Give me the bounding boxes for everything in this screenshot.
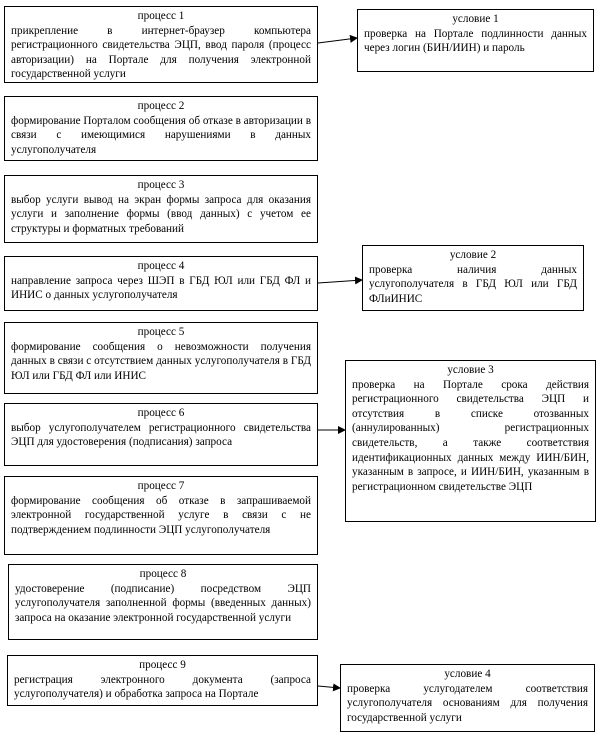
process-5-title: процесс 5: [137, 326, 185, 338]
condition-3-title: условие 3: [447, 364, 494, 376]
process-3-text: выбор услуги вывод на экран формы запроса для оказания услуги и заполнение формы (ввод данных) с учетом ее структуры и форматных требований: [11, 193, 311, 235]
arrow-process4-to-condition2: [318, 280, 362, 283]
process-8-title: процесс 8: [139, 568, 187, 580]
process-7-title: процесс 7: [137, 480, 185, 492]
process-8-text: удостоверение (подписание) посредством ЭЦП услугополучателя заполненной формы (введенных данных) запроса на оказание электронной государственной услуги: [15, 582, 311, 624]
process-2-text: формирование Порталом сообщения об отказе в авторизации в связи с имеющимися нарушениями в данных услугополучателя: [11, 114, 311, 156]
process-2-title: процесс 2: [137, 100, 185, 112]
process-7-text: формирование сообщения об отказе в запрашиваемой электронной государственной услуге в связи с не подтверждением подлинности ЭЦП услугополучателя: [11, 494, 311, 536]
process-9-title: процесс 9: [139, 659, 186, 671]
process-9-text: регистрация электронного документа (запроса услугополучателя) и обработка запроса на Портале: [14, 673, 311, 701]
process-1-text: прикрепление в интернет-браузер компьютера регистрационного свидетельства ЭЦП, ввод пароля (процесс авторизации) на Портале для получения электронной государственной услуги: [11, 24, 311, 81]
process-5-text: формирование сообщения о невозможности получения данных в связи с отсутствием данных услугополучателя в ГБД ЮЛ или ГБД ФЛ или ИНИС: [11, 340, 311, 382]
condition-3-text: проверка на Портале срока действия регистрационного свидетельства ЭЦП и отсутствия в списке отозванных (аннулированных) регистрационных свидетельств, а также соответствия идентификационных данных между ИИН/БИН, указанным в запросе, и ИИН/БИН, указанным в регистрационном свидетельстве ЭЦП: [352, 378, 589, 493]
process-4-title: процесс 4: [137, 260, 185, 272]
process-4-text: направление запроса через ШЭП в ГБД ЮЛ или ГБД ФЛ и ИНИС о данных услугополучателя: [11, 274, 311, 302]
condition-2-title: условие 2: [449, 249, 497, 261]
process-6-title: процесс 6: [137, 407, 185, 419]
condition-2-text: проверка наличия данных услугополучателя в ГБД ЮЛ или ГБД ФЛиИНИС: [369, 263, 577, 305]
condition-1-title: условие 1: [452, 13, 499, 25]
arrow-process9-to-condition4: [318, 686, 340, 688]
arrow-process1-to-condition1: [318, 38, 357, 43]
condition-1-text: проверка на Портале подлинности данных через логин (БИН/ИИН) и пароль: [364, 27, 587, 55]
condition-4-text: проверка услугодателем соответствия услугополучателя основаниям для получения государственной услуги: [347, 682, 588, 724]
process-6-text: выбор услугополучателем регистрационного свидетельства ЭЦП для удостоверения (подписания) запроса: [11, 421, 311, 449]
process-3-title: процесс 3: [137, 179, 185, 191]
condition-4-title: условие 4: [444, 668, 491, 680]
process-1-title: процесс 1: [137, 10, 185, 22]
